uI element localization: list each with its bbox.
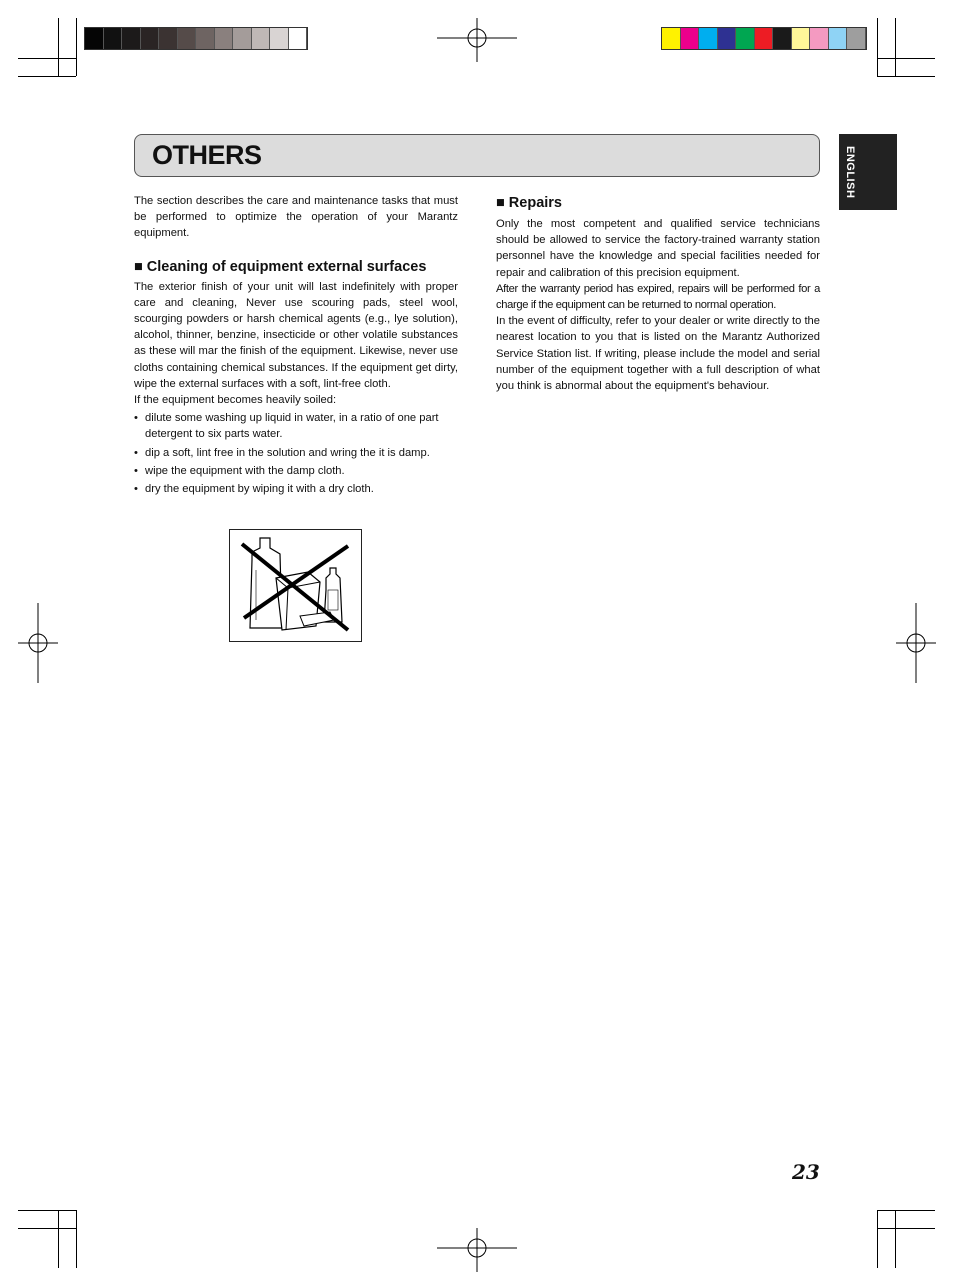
- registration-target-bottom-icon: [437, 1228, 517, 1272]
- left-column: [134, 193, 458, 499]
- repairs-paragraph-2: After the warranty period has expired, repairs will be performed for a charge if the equipment can be returned to normal operation.: [496, 282, 820, 312]
- color-swatch: [233, 28, 252, 49]
- page-number: 23: [792, 1160, 820, 1184]
- cleaning-body: The exterior finish of your unit will last indefinitely with proper care and cleaning, Never use scouring pads, steel wool, scourging powders or harsh chemical agents (e.g., lye solution), alcohol, thinner, benzine, insecticide or other volatile substances as these will mar the finish of the equipment. Likewise, never use cloths containing chemical substances. If the equipment get dirty, wipe the external surfaces with a soft, lint-free cloth.: [134, 280, 458, 390]
- color-swatch: [681, 28, 700, 49]
- color-swatch: [252, 28, 271, 49]
- color-swatch: [773, 28, 792, 49]
- repairs-heading: [496, 194, 820, 212]
- color-swatch: [829, 28, 848, 49]
- grayscale-calibration-bar: [84, 27, 308, 50]
- square-bullet-icon: ■: [134, 258, 143, 275]
- color-swatch: [85, 28, 104, 49]
- color-swatch: [699, 28, 718, 49]
- color-swatch: [810, 28, 829, 49]
- color-swatch: [847, 28, 866, 49]
- color-swatch: [215, 28, 234, 49]
- color-swatch: [270, 28, 289, 49]
- list-item: • dilute some washing up liquid in water, in a ratio of one part detergent to six parts water.: [134, 410, 458, 442]
- registration-target-top-icon: [437, 18, 517, 62]
- color-swatch: [141, 28, 160, 49]
- repairs-paragraph-1: Only the most competent and qualified service technicians should be allowed to service the factory-trained warranty station personnel have the knowledge and special facilities needed for repair and calibration of this precision equipment.: [496, 218, 820, 279]
- intro-paragraph: The section describes the care and maintenance tasks that must be performed to optimize the operation of your Marantz equipment.: [134, 195, 458, 240]
- color-swatch: [178, 28, 197, 49]
- color-swatch: [718, 28, 737, 49]
- list-item: • wipe the equipment with the damp cloth.: [134, 463, 458, 479]
- list-item: • dip a soft, lint free in the solution and wring the it is damp.: [134, 445, 458, 461]
- square-bullet-icon: ■: [496, 195, 505, 211]
- color-swatch: [104, 28, 123, 49]
- cleaning-heading-text: Cleaning of equipment external surfaces: [146, 258, 427, 275]
- cleaning-heading: [134, 258, 458, 276]
- right-column: [496, 194, 820, 394]
- repairs-heading-text: Repairs: [508, 195, 562, 211]
- color-calibration-bar: [661, 27, 867, 50]
- registration-target-left-icon: [18, 603, 58, 683]
- list-item: • dry the equipment by wiping it with a dry cloth.: [134, 481, 458, 497]
- color-swatch: [122, 28, 141, 49]
- soiled-intro: If the equipment becomes heavily soiled:: [134, 394, 337, 407]
- cleaning-steps-list: [134, 410, 458, 497]
- color-swatch: [662, 28, 681, 49]
- language-tab-label: ENGLISH: [844, 145, 856, 199]
- color-swatch: [736, 28, 755, 49]
- color-swatch: [289, 28, 308, 49]
- color-swatch: [159, 28, 178, 49]
- page-title: OTHERS: [152, 140, 262, 170]
- repairs-paragraph-3: In the event of difficulty, refer to your dealer or write directly to the nearest location to you that is listed on the Marantz Authorized Service Station list. If writing, please include the model and serial number of the equipment together with a full description of what you think is abnormal about the equipment's behaviour.: [496, 315, 820, 393]
- color-swatch: [196, 28, 215, 49]
- color-swatch: [792, 28, 811, 49]
- registration-target-right-icon: [896, 603, 936, 683]
- color-swatch: [755, 28, 774, 49]
- no-chemicals-illustration: [229, 529, 362, 642]
